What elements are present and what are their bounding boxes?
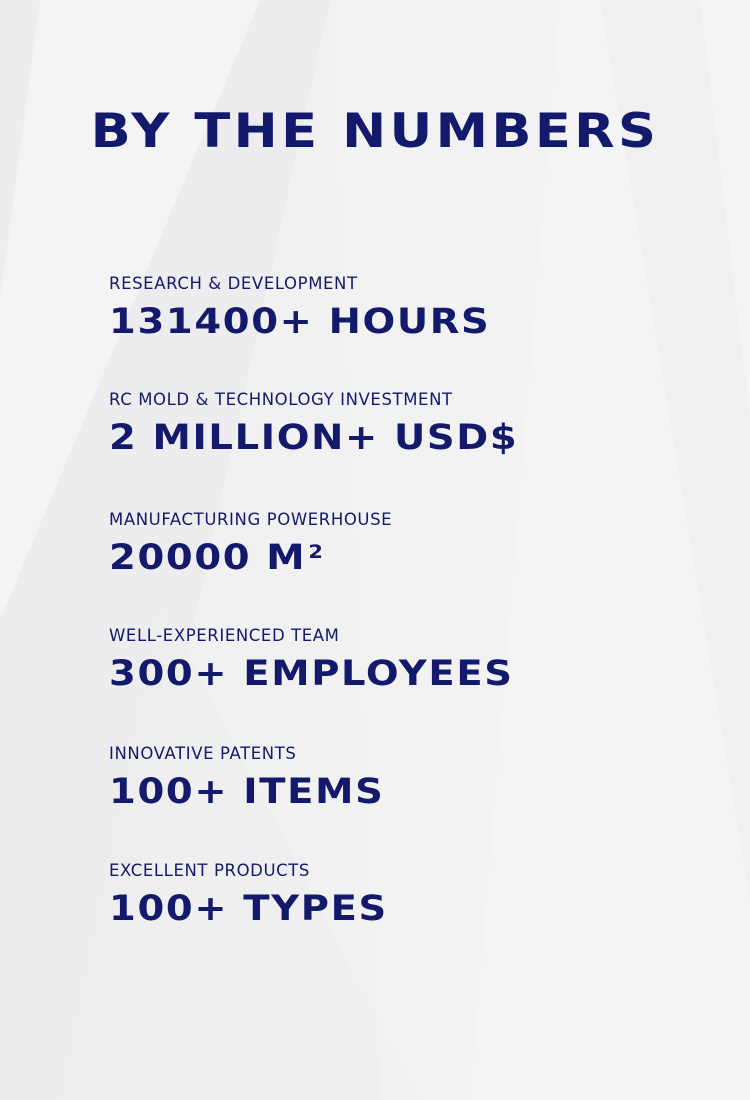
stat-label: EXCELLENT PRODUCTS <box>109 861 311 880</box>
stat-team <box>109 626 514 696</box>
stat-manufacturing <box>109 510 392 580</box>
stat-products <box>109 861 388 931</box>
stat-investment <box>109 390 519 460</box>
stat-value <box>109 536 421 580</box>
stat-label: WELL-EXPERIENCED TEAM <box>109 626 340 645</box>
stat-value: 100+ ITEMS <box>109 772 385 812</box>
page-title: BY THE NUMBERS <box>90 104 660 159</box>
stat-value: 100+ TYPES <box>109 889 388 929</box>
stat-label: MANUFACTURING POWERHOUSE <box>109 510 393 529</box>
stat-value: 2 MILLION+ USD$ <box>109 418 519 458</box>
stat-label: RC MOLD & TECHNOLOGY INVESTMENT <box>109 390 453 409</box>
stat-value: 131400+ HOURS <box>109 302 491 342</box>
stat-research <box>109 274 491 344</box>
stat-value-text: 20000 M <box>109 538 307 578</box>
stat-value: 300+ EMPLOYEES <box>109 654 514 694</box>
stat-label: INNOVATIVE PATENTS <box>109 744 297 763</box>
stat-value-superscript: 2 <box>308 541 325 563</box>
stat-label: RESEARCH & DEVELOPMENT <box>109 274 358 293</box>
stat-patents <box>109 744 385 814</box>
